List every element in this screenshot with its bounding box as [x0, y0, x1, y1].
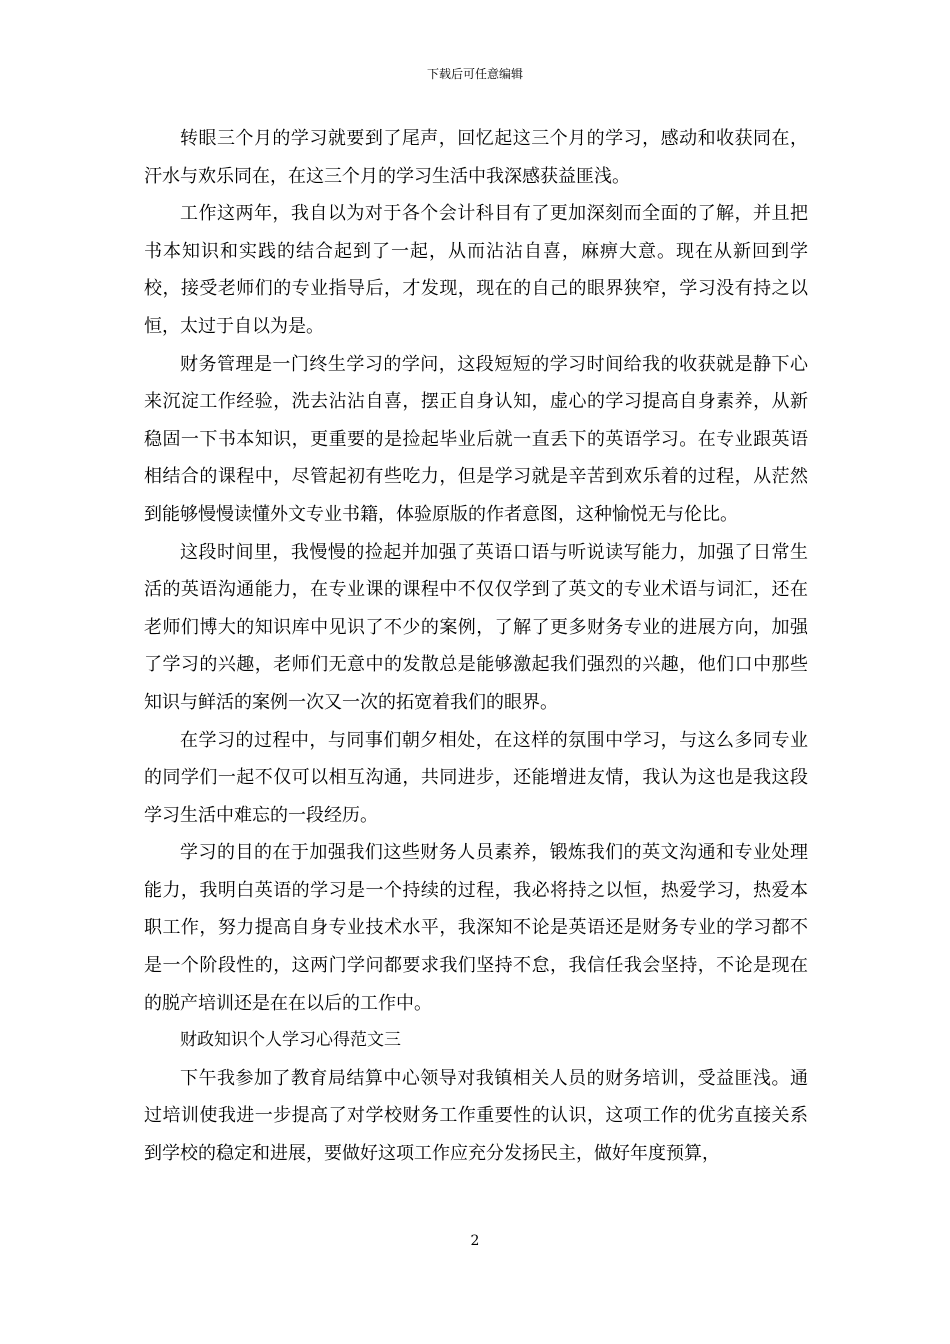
paragraph: 在学习的过程中，与同事们朝夕相处，在这样的氛围中学习，与这么多同专业的同学们一起不仅可以相互沟通，共同进步，还能增进友情，我认为这也是我这段学习生活中难忘的一段经历。 — [144, 729, 808, 826]
document-body — [144, 120, 808, 1173]
paragraph: 工作这两年，我自以为对于各个会计科目有了更加深刻而全面的了解，并且把书本知识和实践的结合起到了一起，从而沾沾自喜，麻痹大意。现在从新回到学校，接受老师们的专业指导后，才发现，现在的自己的眼界狭窄，学习没有持之以恒，太过于自以为是。 — [144, 203, 808, 337]
paragraph: 财务管理是一门终生学习的学问，这段短短的学习时间给我的收获就是静下心来沉淀工作经验，洗去沾沾自喜，摆正自身认知，虚心的学习提高自身素养，从新稳固一下书本知识，更重要的是捡起毕业后就一直丢下的英语学习。在专业跟英语相结合的课程中，尽管起初有些吃力，但是学习就是辛苦到欢乐着的过程，从茫然到能够慢慢读懂外文专业书籍，体验原版的作者意图，这种愉悦无与伦比。 — [144, 353, 808, 525]
paragraph: 这段时间里，我慢慢的捡起并加强了英语口语与听说读写能力，加强了日常生活的英语沟通能力，在专业课的课程中不仅仅学到了英文的专业术语与词汇，还在老师们博大的知识库中见识了不少的案例，了解了更多财务专业的进展方向，加强了学习的兴趣，老师们无意中的发散总是能够激起我们强烈的兴趣，他们口中那些知识与鲜活的案例一次又一次的拓宽着我们的眼界。 — [144, 541, 808, 713]
paragraph: 转眼三个月的学习就要到了尾声，回忆起这三个月的学习，感动和收获同在，汗水与欢乐同在，在这三个月的学习生活中我深感获益匪浅。 — [144, 128, 808, 187]
paragraph: 学习的目的在于加强我们这些财务人员素养，锻炼我们的英文沟通和专业处理能力，我明白英语的学习是一个持续的过程，我必将持之以恒，热爱学习，热爱本职工作，努力提高自身专业技术水平，我深知不论是英语还是财务专业的学习都不是一个阶段性的，这两门学问都要求我们坚持不怠，我信任我会坚持，不论是现在的脱产培训还是在在以后的工作中。 — [144, 842, 808, 1014]
paragraph: 下午我参加了教育局结算中心领导对我镇相关人员的财务培训，受益匪浅。通过培训使我进一步提高了对学校财务工作重要性的认识，这项工作的优劣直接关系到学校的稳定和进展，要做好这项工作应充分发扬民主，做好年度预算， — [144, 1067, 808, 1165]
section-title: 财政知识个人学习心得范文三 — [180, 1030, 401, 1051]
page-header: 下载后可任意编辑 — [426, 67, 523, 81]
page-number: 2 — [470, 1233, 480, 1249]
